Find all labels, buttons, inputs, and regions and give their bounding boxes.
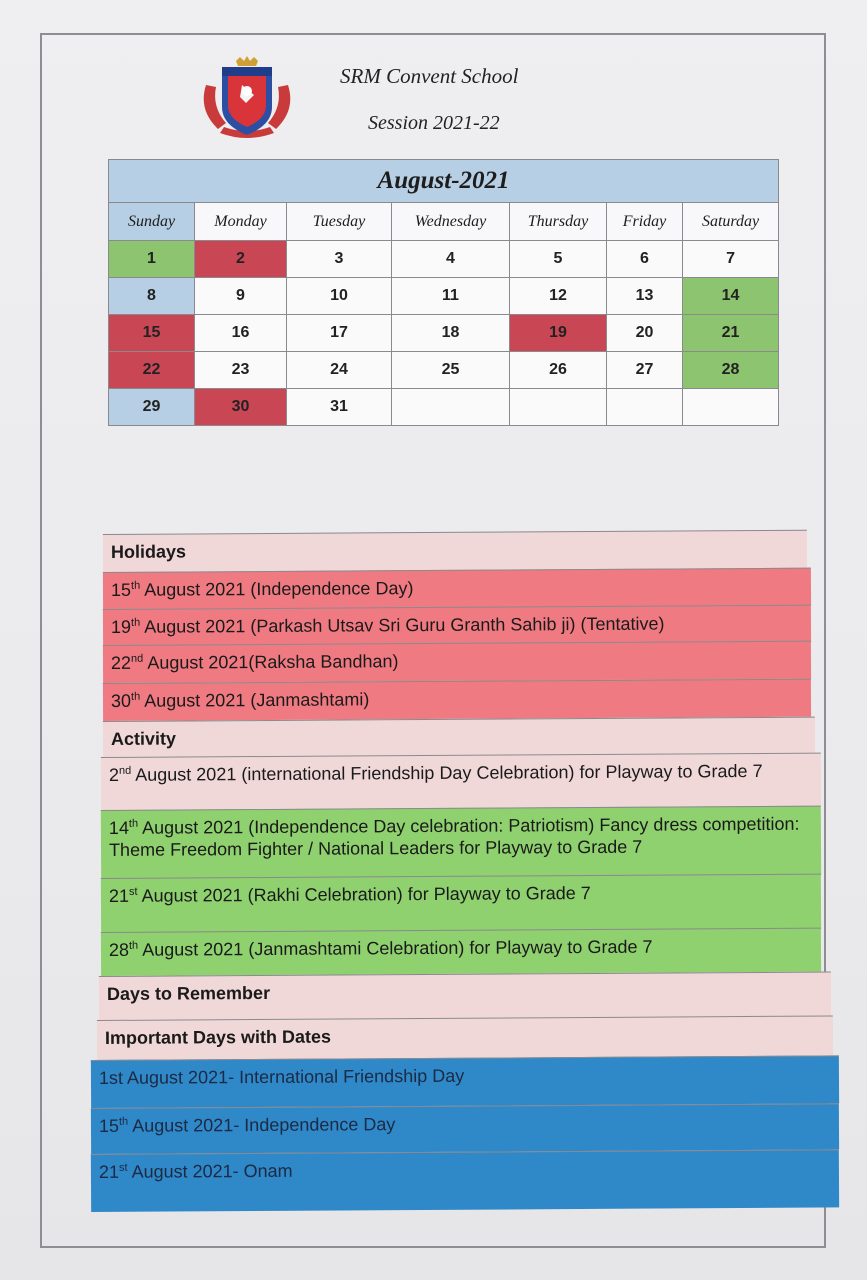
date-cell-9: 9 — [195, 278, 287, 315]
event-day-suffix: th — [128, 939, 139, 952]
date-cell-7: 7 — [683, 241, 779, 278]
date-cell-24: 24 — [287, 352, 392, 389]
date-cell-12: 12 — [510, 278, 607, 315]
calendar-month-title: August-2021 — [109, 160, 779, 203]
event-day-suffix: th — [118, 1115, 129, 1128]
event-description: August 2021(Raksha Bandhan) — [143, 651, 399, 673]
weekday-sunday: Sunday — [109, 203, 195, 241]
date-cell-5: 5 — [510, 241, 607, 278]
important-day-row — [91, 1055, 839, 1108]
event-day-suffix: th — [130, 579, 141, 592]
event-day-suffix: st — [118, 1161, 128, 1174]
days-to-remember-heading-text: Days to Remember — [106, 982, 271, 1004]
date-cell-13: 13 — [607, 278, 683, 315]
event-description: August 2021 (Parkash Utsav Sri Guru Granth Sahib ji) (Tentative) — [140, 613, 665, 637]
holiday-row — [103, 679, 811, 721]
event-day-number: 19 — [110, 616, 132, 637]
weekday-tuesday: Tuesday — [287, 203, 392, 241]
event-day-number: 22 — [110, 652, 132, 673]
event-day-number: 15 — [98, 1115, 120, 1136]
holiday-row — [103, 568, 811, 610]
event-description: August 2021 (Independence Day celebration: Patriotism) Fancy dress competition: Theme Freedom Fighter / National Leaders for Playway to Grade 7 — [108, 813, 800, 860]
event-day-number: 14 — [108, 817, 129, 838]
date-cell-14: 14 — [683, 278, 779, 315]
date-cell-17: 17 — [287, 315, 392, 352]
event-description: August 2021 (Janmashtami) — [140, 689, 370, 711]
activity-heading — [103, 717, 815, 757]
event-description: August 2021 (Rakhi Celebration) for Playway to Grade 7 — [137, 883, 591, 906]
date-cell-26: 26 — [510, 352, 607, 389]
date-cell-19: 19 — [510, 315, 607, 352]
date-cell-18: 18 — [392, 315, 510, 352]
event-day-number: 15 — [110, 579, 132, 600]
holiday-row — [103, 641, 811, 683]
session-label: Session 2021-22 — [368, 112, 500, 134]
important-days-heading-text: Important Days with Dates — [104, 1026, 332, 1048]
event-day-number: 1st — [98, 1067, 124, 1088]
important-day-row — [91, 1103, 839, 1154]
activity-heading-text: Activity — [110, 728, 177, 749]
event-day-number: 30 — [110, 690, 132, 711]
date-cell-30: 30 — [195, 389, 287, 426]
date-cell-25: 25 — [392, 352, 510, 389]
event-day-number: 21 — [108, 885, 130, 906]
event-day-suffix: st — [128, 885, 138, 898]
event-day-suffix: th — [130, 690, 141, 703]
holidays-heading-text: Holidays — [110, 541, 187, 562]
event-day-number: 28 — [108, 939, 130, 960]
event-description: August 2021- Onam — [127, 1160, 293, 1182]
date-cell-20: 20 — [607, 315, 683, 352]
school-name: SRM Convent School — [340, 64, 519, 88]
days-to-remember-heading — [99, 972, 831, 1020]
event-description: August 2021- International Friendship Day — [122, 1065, 465, 1088]
date-cell-23: 23 — [195, 352, 287, 389]
date-cell-28: 28 — [683, 352, 779, 389]
event-day-suffix: nd — [118, 764, 132, 777]
activity-row — [101, 874, 821, 934]
weekday-monday: Monday — [195, 203, 287, 241]
date-cell-27: 27 — [607, 352, 683, 389]
event-description: August 2021 (Janmashtami Celebration) for Playway to Grade 7 — [138, 936, 653, 960]
important-days-heading — [97, 1016, 833, 1060]
date-cell-6: 6 — [607, 241, 683, 278]
date-cell-4: 4 — [392, 241, 510, 278]
event-description: August 2021 (Independence Day) — [140, 578, 414, 600]
date-cell-2: 2 — [195, 241, 287, 278]
date-cell-15: 15 — [109, 315, 195, 352]
date-cell-8: 8 — [109, 278, 195, 315]
event-day-number: 21 — [98, 1161, 120, 1182]
date-cell-22: 22 — [109, 352, 195, 389]
activity-row — [101, 928, 821, 976]
date-cell-1: 1 — [109, 241, 195, 278]
activity-row — [101, 753, 821, 811]
activity-row — [101, 806, 821, 880]
date-cell-3: 3 — [287, 241, 392, 278]
date-cell-11: 11 — [392, 278, 510, 315]
date-cell-16: 16 — [195, 315, 287, 352]
holidays-heading — [103, 530, 807, 572]
important-day-row — [91, 1149, 839, 1212]
event-day-number: 2 — [108, 764, 120, 785]
weekday-saturday: Saturday — [683, 203, 779, 241]
event-description: August 2021 (international Friendship Day Celebration) for Playway to Grade 7 — [131, 760, 763, 785]
event-day-suffix: th — [130, 616, 141, 629]
event-day-suffix: nd — [130, 652, 144, 665]
event-description: August 2021- Independence Day — [128, 1114, 396, 1136]
weekday-wednesday: Wednesday — [392, 203, 510, 241]
weekday-friday: Friday — [607, 203, 683, 241]
date-cell-31: 31 — [287, 389, 392, 426]
date-cell-10: 10 — [287, 278, 392, 315]
weekday-thursday: Thursday — [510, 203, 607, 241]
date-cell-29: 29 — [109, 389, 195, 426]
event-day-suffix: th — [128, 817, 139, 830]
date-cell-21: 21 — [683, 315, 779, 352]
